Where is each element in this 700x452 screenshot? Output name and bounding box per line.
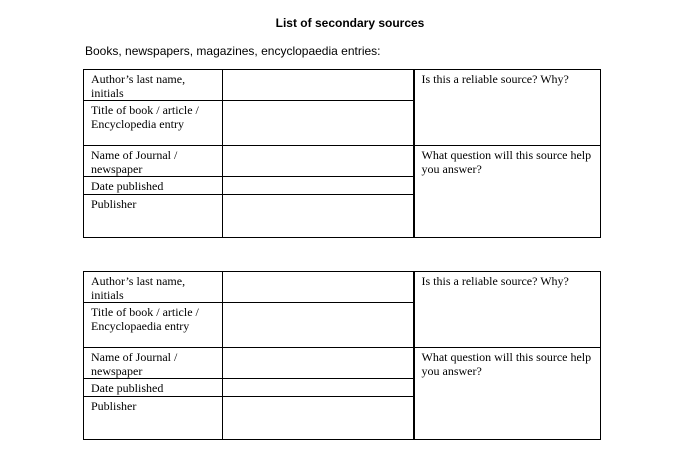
author-field[interactable]	[223, 70, 414, 101]
question-answer-prompt: What question will this source help you answer?	[421, 350, 592, 378]
page-title: List of secondary sources	[275, 16, 425, 30]
publisher-label: Publisher	[84, 195, 223, 238]
reliable-source-field[interactable]	[414, 272, 601, 348]
date-field[interactable]	[223, 177, 414, 195]
publisher-label: Publisher	[84, 397, 223, 440]
reliable-source-question: Is this a reliable source? Why?	[421, 72, 569, 86]
author-field[interactable]	[223, 272, 414, 303]
question-answer-field[interactable]	[414, 348, 601, 440]
title-field[interactable]	[223, 101, 414, 146]
title-label: Title of book / article / Encyclopaedia entry	[84, 303, 223, 348]
page-subtitle: Books, newspapers, magazines, encyclopaedia entries:	[85, 44, 381, 58]
publisher-field[interactable]	[223, 195, 414, 238]
journal-label: Name of Journal / newspaper	[84, 348, 223, 379]
date-field[interactable]	[223, 379, 414, 397]
source-form-1	[83, 69, 601, 238]
reliable-source-field[interactable]	[414, 70, 601, 146]
date-label: Date published	[84, 379, 223, 397]
author-label: Author’s last name, initials	[84, 272, 223, 303]
publisher-field[interactable]	[223, 397, 414, 440]
question-answer-prompt: What question will this source help you answer?	[421, 148, 592, 176]
journal-label: Name of Journal / newspaper	[84, 146, 223, 177]
date-label: Date published	[84, 177, 223, 195]
reliable-source-question: Is this a reliable source? Why?	[421, 274, 569, 288]
journal-field[interactable]	[223, 146, 414, 177]
title-label: Title of book / article / Encyclopedia entry	[84, 101, 223, 146]
source-form-2	[83, 271, 601, 440]
author-label: Author’s last name, initials	[84, 70, 223, 101]
journal-field[interactable]	[223, 348, 414, 379]
title-field[interactable]	[223, 303, 414, 348]
question-answer-field[interactable]	[414, 146, 601, 238]
